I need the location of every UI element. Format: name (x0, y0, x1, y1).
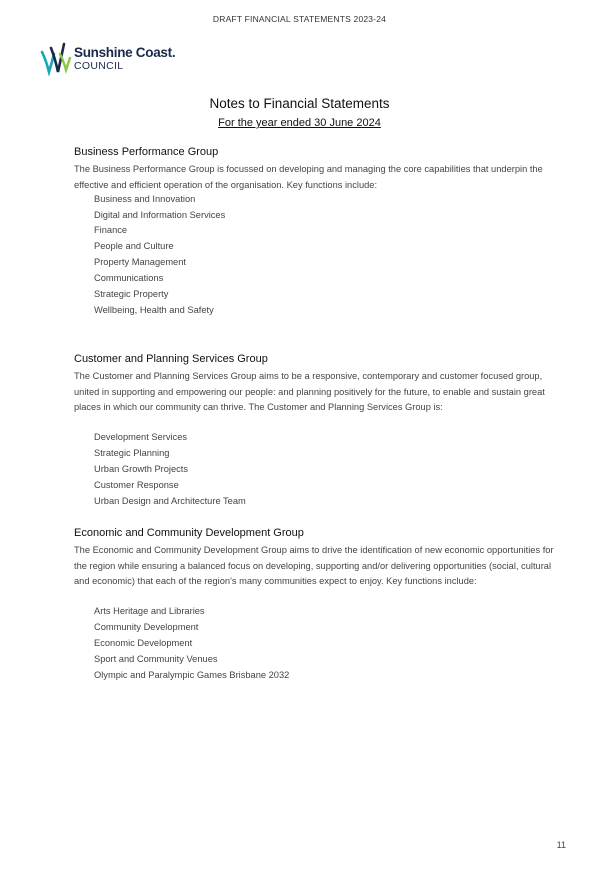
list-item: People and Culture (94, 241, 174, 252)
list-item: Urban Growth Projects (94, 464, 189, 475)
list-item: Communications (94, 273, 164, 284)
list-item: Property Management (94, 257, 186, 268)
page-title: Notes to Financial Statements (209, 96, 390, 111)
function-list (74, 604, 564, 684)
title-block (0, 96, 599, 129)
list-item: Sport and Community Venues (94, 653, 218, 664)
section-customer-planning (74, 352, 564, 510)
section-heading: Business Performance Group (74, 146, 219, 158)
list-item: Economic Development (94, 637, 193, 648)
function-list (74, 430, 564, 510)
list-item: Urban Design and Architecture Team (94, 495, 246, 506)
section-description: The Economic and Community Development Group aims to drive the identification of new economic opportunities for the region while ensuring a balanced focus on developing, supporting and/or delivering opportunities (social, cultural and economic) that each of the region's many communities expect to enjoy. Key functions include: (74, 544, 554, 587)
list-item: Customer Response (94, 479, 179, 490)
section-heading: Customer and Planning Services Group (74, 352, 268, 365)
council-logo (40, 40, 175, 76)
list-item: Strategic Planning (94, 448, 170, 459)
list-item: Digital and Information Services (94, 209, 226, 220)
section-business-performance (74, 145, 564, 319)
logo-subtitle: COUNCIL (74, 59, 124, 72)
list-item: Wellbeing, Health and Safety (94, 304, 214, 315)
sunshine-coast-logo-icon (40, 40, 72, 76)
list-item: Business and Innovation (94, 193, 196, 204)
page-number: 11 (556, 840, 566, 850)
running-header: DRAFT FINANCIAL STATEMENTS 2023-24 (212, 14, 387, 24)
logo-wordmark: Sunshine Coast. (74, 45, 176, 60)
section-description: The Customer and Planning Services Group aims to be a responsive, contemporary and customer focused group, united in supporting and empowering our people: and planning positively for the future, to enable and sustain great places in which our community can thrive. The Customer and Planning Services Group is: (74, 370, 545, 413)
notes-content (74, 145, 564, 684)
function-list (74, 192, 564, 319)
list-item: Olympic and Paralympic Games Brisbane 2032 (94, 669, 290, 680)
section-description: The Business Performance Group is focussed on developing and managing the core capabilities that underpin the effective and efficient operation of the organisation. Key functions include: (74, 164, 543, 190)
list-item: Strategic Property (94, 289, 169, 300)
page-subtitle: For the year ended 30 June 2024 (218, 117, 381, 129)
list-item: Arts Heritage and Libraries (94, 606, 205, 617)
section-economic-community (74, 526, 564, 684)
list-item: Finance (94, 225, 128, 236)
list-item: Community Development (94, 622, 199, 633)
list-item: Development Services (94, 432, 188, 443)
section-heading: Economic and Community Development Group (74, 526, 304, 539)
